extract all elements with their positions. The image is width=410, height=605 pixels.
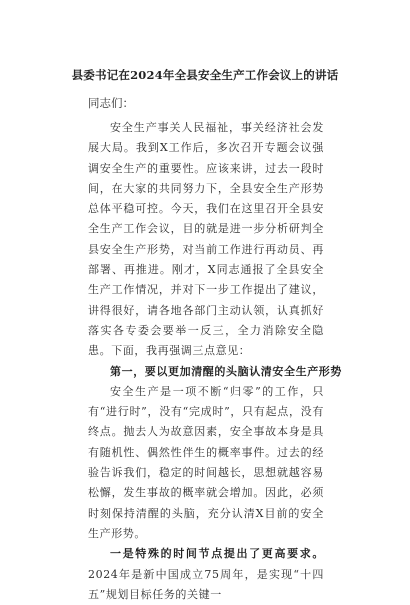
document-title: 县委书记在2024年全县安全生产工作会议上的讲话	[71, 68, 339, 82]
section-heading: 第一，要以更加清醒的头脑认清安全生产形势	[110, 364, 342, 378]
point-one-text: 2024年是新中国成立75周年，是实现“十四五”规划目标任务的关键一	[88, 567, 324, 601]
paragraph-point-one	[88, 544, 324, 605]
paragraph-situation: 安全生产是一项不断“归零”的工作，只有“进行时”，没有“完成时”，只有起点，没有终点。抛去人为故意因素，安全事故本身是具有随机性、偶然性伴生的概率事件。过去的经验告诉我们，稳定的时间越长，思想就越容易松懈，发生事故的概率就会增加。因此，必须时刻保持清醒的头脑，充分认清X目前的安全生产形势。	[88, 384, 324, 540]
paragraph-intro: 安全生产事关人民福祉，事关经济社会发展大局。我到X工作后，多次召开专题会议强调安全生产的重要性。应该来讲，过去一段时间，在大家的共同努力下，全县安全生产形势总体平稳可控。今天，我们在这里召开全县安全生产工作会议，目的就是进一步分析研判全县安全生产形势，对当前工作进行再动员、再部署、再推进。刚才，X同志通报了全县安全生产工作情况，并对下一步工作提出了建议，讲得很好，请各地各部门主动认领，认真抓好落实各专委会要举一反三，全力消除安全隐患。下面，我再强调三点意见：	[88, 121, 324, 358]
document-body	[88, 118, 342, 605]
salutation: 同志们：	[88, 96, 134, 110]
point-one-lead: 一是特殊的时间节点提出了更高要求。	[110, 547, 324, 561]
